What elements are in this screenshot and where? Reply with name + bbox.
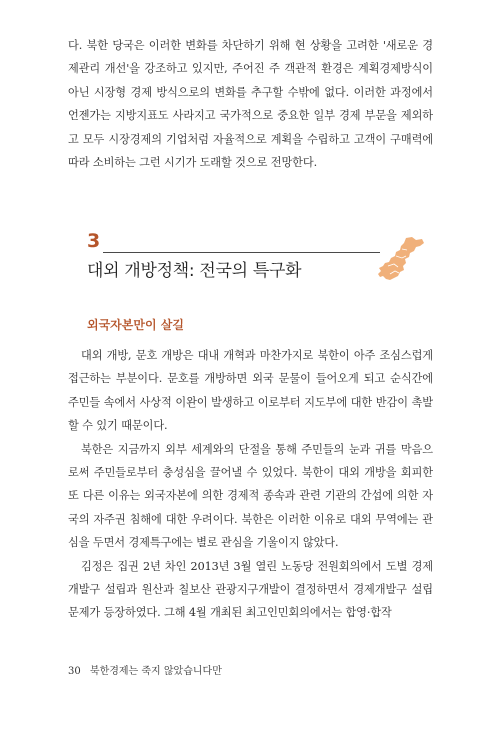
intro-paragraph: 다. 북한 당국은 이러한 변화를 차단하기 위해 현 상황을 고려한 '새로운 경제관리 개선'을 강조하고 있지만, 주어진 주 객관적 환경은 계획경제방식이 아닌 시장형 경제 방식으로의 변화를 추구할 수밖에 없다. 이러한 과정에서 언젠가는 지방지표도 사라지고 국가적으로 중요한 일부 경제 부문을 제외하고 모두 시장경제의 기업처럼 자율적으로 계획을 수립하고 고객이 구매력에 따라 소비하는 그런 시기가 도래할 것으로 전망한다. <box>68 39 433 170</box>
subheading: 외국자본만이 살길 <box>87 318 184 332</box>
section-number: 3 <box>87 230 101 252</box>
body-text <box>68 344 433 625</box>
page-number: 30 <box>68 666 81 677</box>
body-paragraph-3: 김정은 집권 2년 차인 2013년 3월 열린 노동당 전원회의에서 도별 경제개발구 설립과 원산과 칠보산 관광지구개발이 결정하면서 경제개발구 설립 문제가 등장하였다. 그해 4월 개최된 최고인민회의에서는 합영·합작 <box>68 559 433 620</box>
page-footer <box>68 662 222 677</box>
body-paragraph-2: 북한은 지금까지 외부 세계와의 단절을 통해 주민들의 눈과 귀를 막음으로써 주민들로부터 충성심을 끌어낼 수 있었다. 북한이 대외 개방을 회피한 또 다른 이유는 외국자본에 의한 경제적 종속과 관련 기관의 간섭에 의한 자국의 자주권 침해에 대한 우려이다. 북한은 이러한 이유로 대외 무역에는 관심을 두면서 경제특구에는 별로 관심을 기울이지 않았다. <box>68 442 433 550</box>
book-title: 북한경제는 죽지 않았습니다만 <box>89 666 222 677</box>
body-paragraph-1: 대외 개방, 문호 개방은 대내 개혁과 마찬가지로 북한이 아주 조심스럽게 접근하는 부분이다. 문호를 개방하면 외국 문물이 들어오게 되고 순식간에 주민들 속에서 사상적 이완이 발생하고 이로부터 지도부에 대한 반감이 촉발할 수 있기 때문이다. <box>68 349 433 433</box>
north-korea-map-icon <box>376 236 426 282</box>
section-title: 대외 개방정책: 전국의 특구화 <box>87 261 302 281</box>
section-rule <box>103 252 380 253</box>
